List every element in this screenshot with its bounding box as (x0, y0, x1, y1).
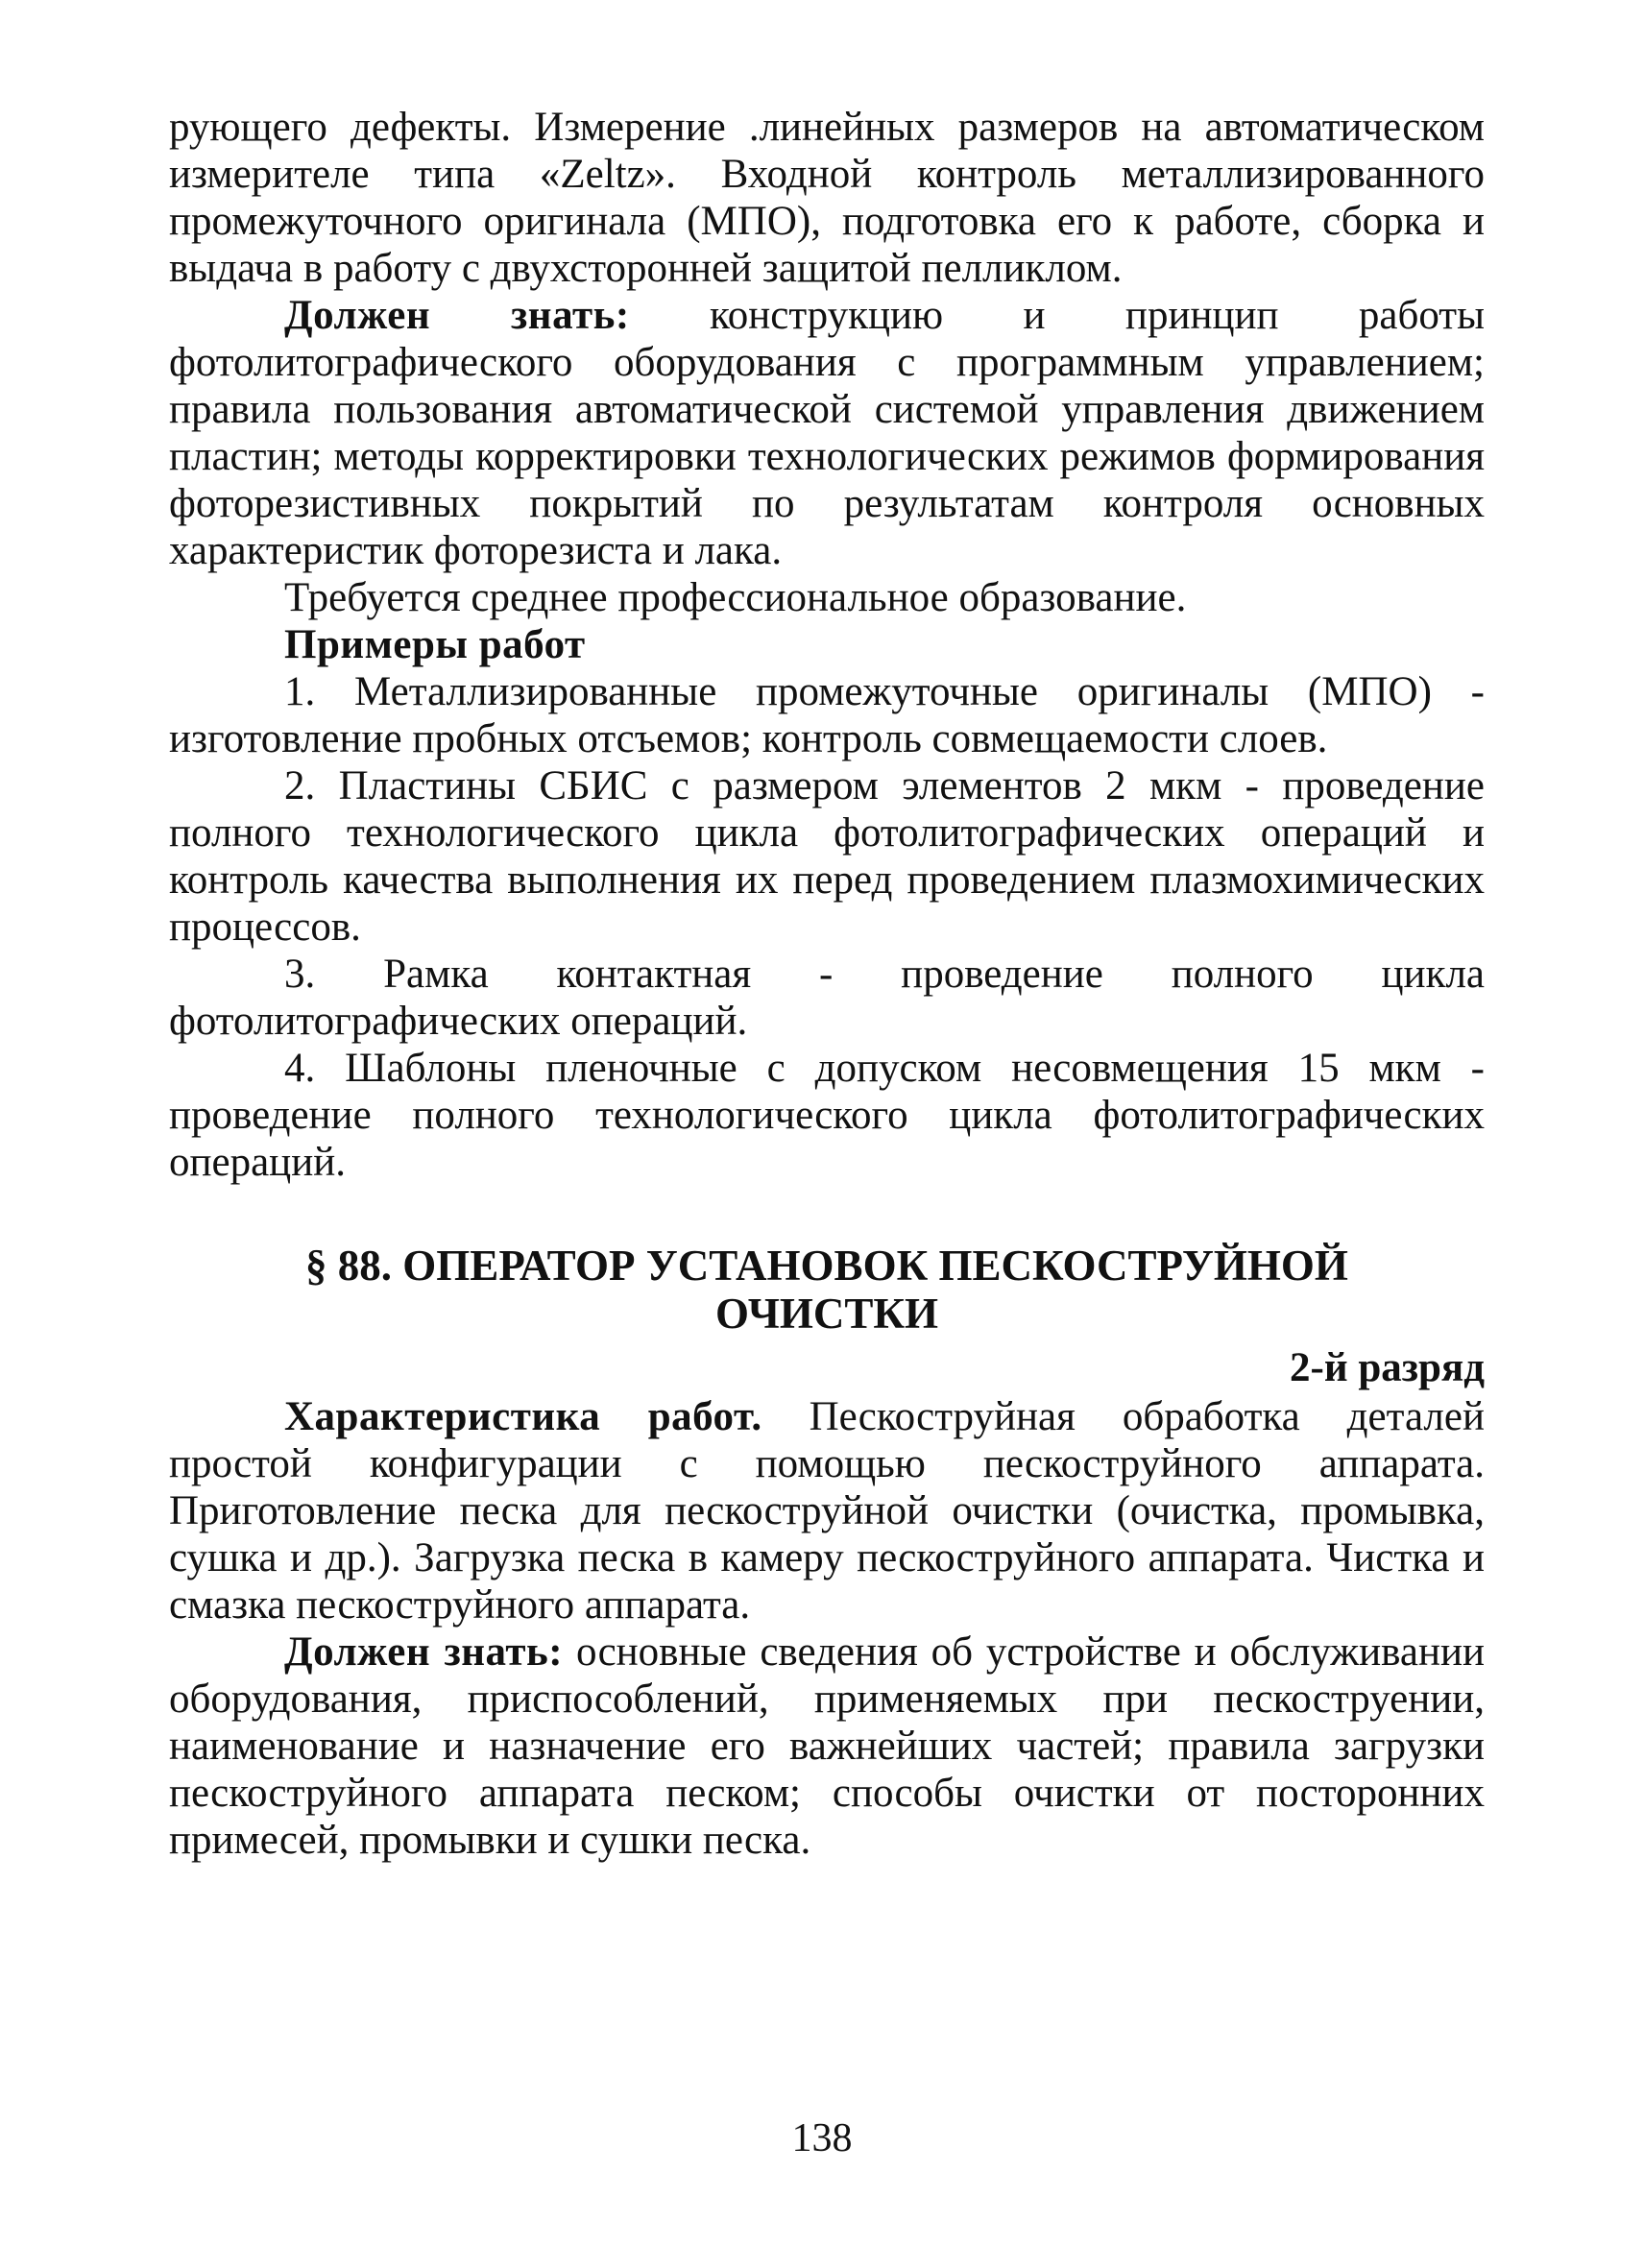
characteristics-text: Пескоструйная обработка деталей простой конфигурации с помощью пескоструйного аппарата. Приготовление песка для пескоструйной очистки (очистка, промывка, сушка и др.). Загрузка песка в камеру пескоструйного аппарата. Чистка и смазка пескоструйного аппарата. (169, 1394, 1485, 1628)
characteristics-label: Характеристика работ. (284, 1394, 762, 1439)
knowledge-text-2: основные сведения об устройстве и обслуживании оборудования, приспособлений, применяемых при пескоструении, наименование и назначение его важнейших частей; правила загрузки пескоструйного аппарата песком; способы очистки от посторонних примесей, промывки и сушки песка. (169, 1629, 1485, 1863)
knowledge-text-1: конструкцию и принцип работы фотолитографического оборудования с программным управлением; правила пользования автоматической системой управления движением пластин; методы корректировки технологических режимов формирования фоторезистивных покрытий по результатам контроля основных характеристик фоторезиста и лака. (169, 293, 1485, 573)
example-item-3: 3. Рамка контактная - проведение полного цикла фотолитографических операций. (169, 952, 1485, 1044)
examples-heading: Примеры работ (284, 622, 586, 667)
grade-label: 2-й разряд (1290, 1345, 1485, 1390)
section-title-line-1: § 88. ОПЕРАТОР УСТАНОВОК ПЕСКОСТРУЙНОЙ (305, 1242, 1348, 1290)
example-item-1: 1. Металлизированные промежуточные оригиналы (МПО) - изготовление пробных отсъемов; контроль совмещаемости слоев. (169, 669, 1485, 761)
section-title (169, 1242, 1485, 1338)
knowledge-paragraph-1 (169, 292, 1485, 574)
example-item-4: 4. Шаблоны пленочные с допуском несовмещения 15 мкм - проведение полного технологического цикла фотолитографических операций. (169, 1046, 1485, 1185)
page-number: 138 (791, 2116, 853, 2160)
knowledge-label-1: Должен знать: (284, 293, 630, 338)
knowledge-paragraph-2 (169, 1629, 1485, 1864)
section-title-line-2: ОЧИСТКИ (714, 1290, 939, 1338)
page-body (169, 104, 1485, 1864)
education-requirement: Требуется среднее профессиональное образование. (284, 575, 1187, 620)
knowledge-label-2: Должен знать: (284, 1629, 564, 1675)
characteristics-paragraph (169, 1393, 1485, 1629)
example-item-2: 2. Пластины СБИС с размером элементов 2 мкм - проведение полного технологического цикла фотолитографических операций и контроль качества выполнения их перед проведением плазмохимических процессов. (169, 763, 1485, 950)
continuation-paragraph: рующего дефекты. Измерение .линейных размеров на автоматическом измерителе типа «Zeltz». Входной контроль металлизированного промежуточного оригинала (МПО), подготовка его к работе, сборка и выдача в работу с двухсторонней защитой пелликлом. (169, 105, 1485, 291)
